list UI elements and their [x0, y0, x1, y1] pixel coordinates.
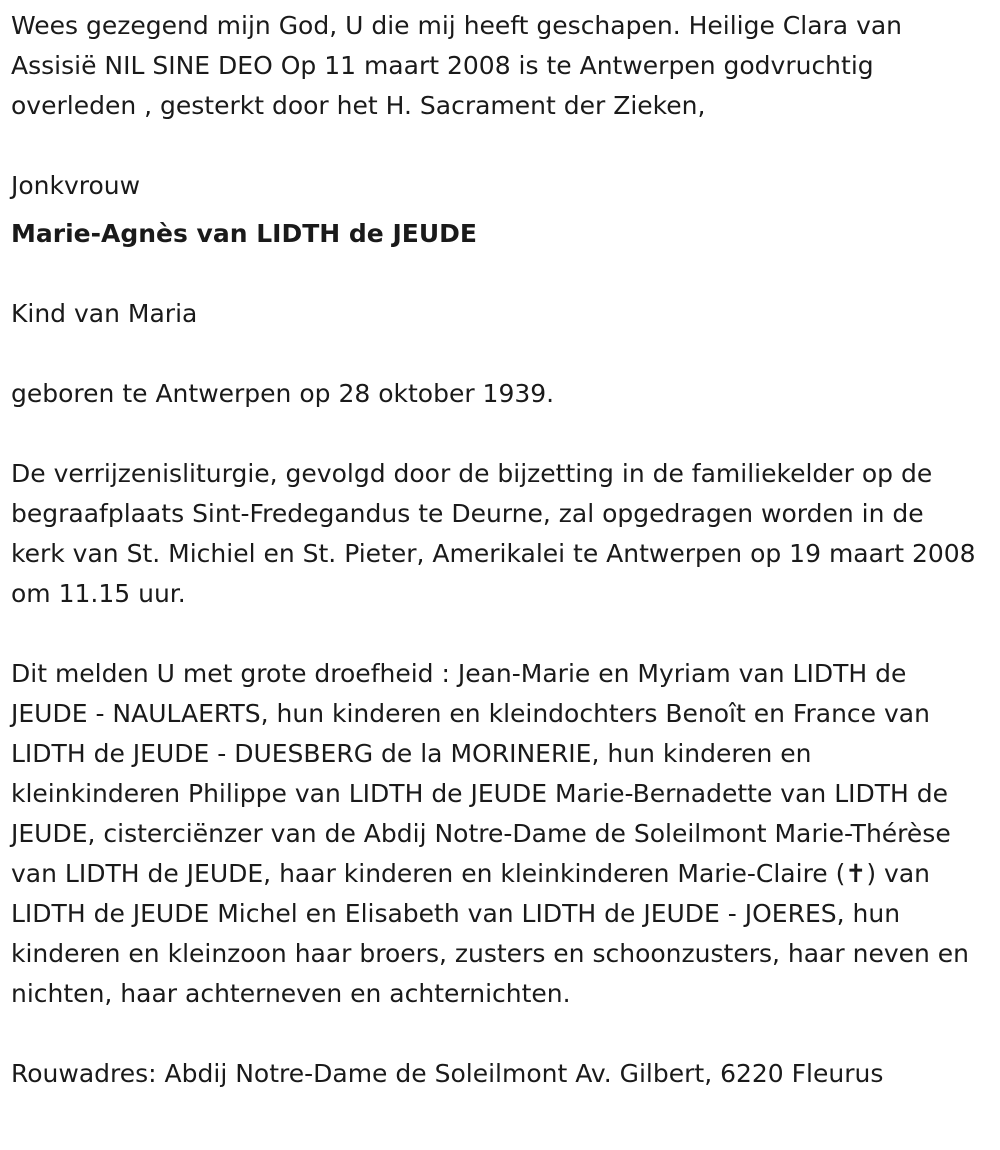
deceased-name: Marie-Agnès van LIDTH de JEUDE	[11, 219, 477, 248]
opening-paragraph: Wees gezegend mijn God, U die mij heeft geschapen. Heilige Clara van Assisië NIL SINE DEO Op 11 maart 2008 is te Antwerpen godvruchtig overleden , gesterkt door het H. Sacrament der Zieken,	[11, 11, 910, 120]
liturgy-paragraph: De verrijzenisliturgie, gevolgd door de bijzetting in de familiekelder op de begraafplaats Sint-Fredegandus te Deurne, zal opgedragen worden in de kerk van St. Michiel en St. Pieter, Amerikalei te Antwerpen op 19 maart 2008 om 11.15 uur.	[11, 459, 984, 608]
spacer	[11, 614, 985, 654]
honorific-title: Jonkvrouw	[11, 171, 141, 200]
spacer	[11, 206, 985, 214]
spacer	[11, 254, 985, 294]
spacer	[11, 414, 985, 454]
spacer	[11, 126, 985, 166]
mourning-address: Rouwadres: Abdij Notre-Dame de Soleilmont Av. Gilbert, 6220 Fleurus	[11, 1059, 884, 1088]
epithet: Kind van Maria	[11, 299, 198, 328]
spacer	[11, 334, 985, 374]
family-paragraph: Dit melden U met grote droefheid : Jean-Marie en Myriam van LIDTH de JEUDE - NAULAERTS, hun kinderen en kleindochters Benoît en France van LIDTH de JEUDE - DUESBERG de la MORINERIE, hun kinderen en kleinkinderen Philippe van LIDTH de JEUDE Marie-Bernadette van LIDTH de JEUDE, cisterciënzer van de Abdij Notre-Dame de Soleilmont Marie-Thérèse van LIDTH de JEUDE, haar kinderen en kleinkinderen Marie-Claire (✝) van LIDTH de JEUDE Michel en Elisabeth van LIDTH de JEUDE - JOERES, hun kinderen en kleinzoon haar broers, zusters en schoonzusters, haar neven en nichten, haar achterneven en achternichten.	[11, 659, 977, 1008]
birth-details: geboren te Antwerpen op 28 oktober 1939.	[11, 379, 555, 408]
spacer	[11, 1014, 985, 1054]
